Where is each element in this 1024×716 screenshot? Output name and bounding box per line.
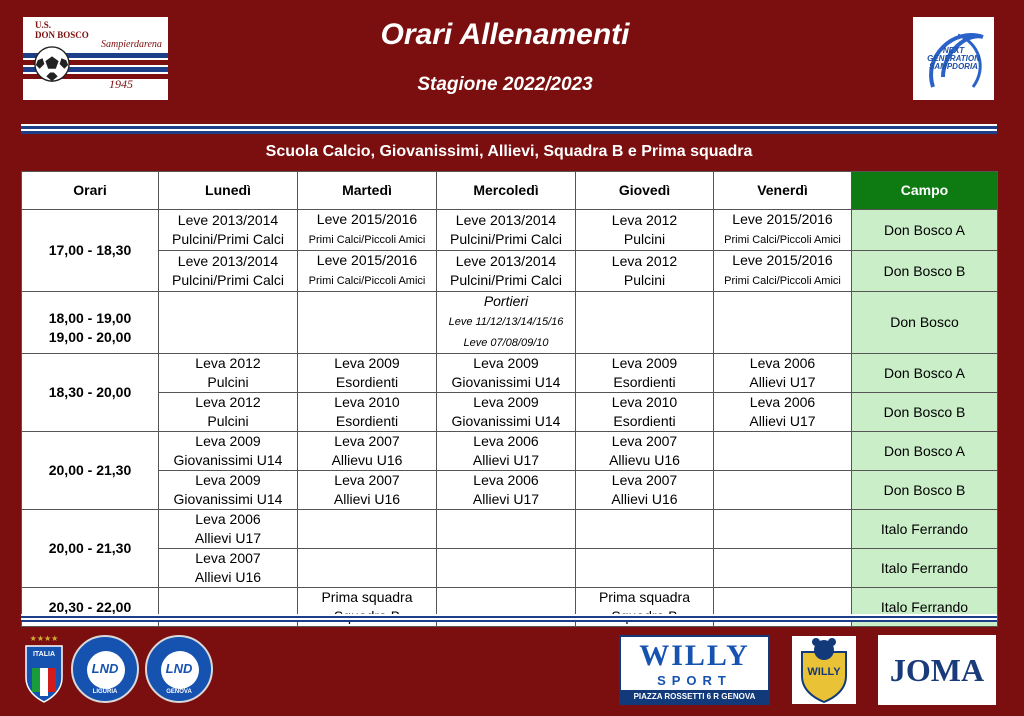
schedule-cell: Leva 2012 Pulcini — [159, 393, 298, 432]
header-venerdi: Venerdì — [714, 172, 852, 210]
campo-cell: Italo Ferrando — [852, 510, 998, 549]
joma-name: JOMA — [889, 652, 985, 688]
club-year: 1945 — [109, 77, 133, 91]
schedule-cell: Leva 2012 Pulcini — [159, 354, 298, 393]
campo-cell: Don Bosco B — [852, 251, 998, 292]
schedule-cell — [714, 510, 852, 549]
willy-sport-label: SPORT — [657, 673, 732, 688]
campo-cell: Don Bosco A — [852, 354, 998, 393]
italia-label: ITALIA — [32, 651, 56, 658]
schedule-cell: Leva 2012 Pulcini — [576, 251, 714, 292]
header-martedi: Martedì — [298, 172, 437, 210]
schedule-table — [21, 171, 998, 627]
lnd-abbr: LND — [91, 661, 119, 676]
willy-club-name: WILLY — [807, 666, 841, 678]
schedule-cell: Leva 2007 Allievu U16 — [298, 432, 437, 471]
table-row — [22, 471, 998, 510]
season-subtitle: Stagione 2022/2023 — [417, 74, 593, 95]
schedule-cell — [714, 292, 852, 354]
header-mercoledi: Mercoledì — [437, 172, 576, 210]
schedule-cell: Prima squadra — [576, 588, 714, 627]
schedule-cell: Leva 2006 Allievi U17 — [714, 393, 852, 432]
table-row — [22, 292, 998, 354]
schedule-cell: Leve 2015/2016 Primi Calci/Piccoli Amici — [298, 251, 437, 292]
schedule-cell: Leva 2006 Allievi U17 — [437, 471, 576, 510]
schedule-cell — [298, 510, 437, 549]
schedule-cell — [298, 292, 437, 354]
partner-name: NEXT GENERATION SAMPDORIA — [927, 46, 980, 71]
schedule-cell: Leva 2009 Esordienti — [298, 354, 437, 393]
time-cell: 18,30 - 20,00 — [22, 354, 159, 432]
italia-badge — [22, 632, 66, 704]
schedule-cell: Leve 2015/2016 Primi Calci/Piccoli Amici — [298, 210, 437, 251]
willy-sport-logo — [619, 635, 770, 705]
schedule-cell: Prima squadra — [298, 588, 437, 627]
schedule-cell: Leva 2012 Pulcini — [576, 210, 714, 251]
table-row — [22, 251, 998, 292]
schedule-cell: Leva 2010 Esordienti — [576, 393, 714, 432]
lnd-liguria-logo — [71, 635, 139, 703]
schedule-cell — [437, 510, 576, 549]
lnd-region: GENOVA — [166, 689, 192, 695]
page-title: Orari Allenamenti — [380, 18, 630, 51]
schedule-cell: Leve 2015/2016 Primi Calci/Piccoli Amici — [714, 210, 852, 251]
lnd-region: LIGURIA — [92, 689, 118, 695]
willy-club-logo — [792, 636, 856, 704]
schedule-cell: Leva 2007 Allievi U16 — [298, 471, 437, 510]
schedule-cell: Leva 2009 Giovanissimi U14 — [159, 432, 298, 471]
header-campo: Campo — [852, 172, 998, 210]
divider-top — [21, 124, 997, 134]
table-row — [22, 549, 998, 588]
schedule-cell: Leve 2013/2014 Pulcini/Primi Calci — [159, 251, 298, 292]
table-row — [22, 510, 998, 549]
joma-logo — [878, 635, 996, 705]
campo-cell: Italo Ferrando — [852, 588, 998, 627]
schedule-cell: Leve 2015/2016 Primi Calci/Piccoli Amici — [714, 251, 852, 292]
table-row — [22, 210, 998, 251]
italia-shield-icon — [22, 632, 66, 704]
schedule-cell — [576, 292, 714, 354]
schedule-cell: Leva 2007 Allievi U16 — [159, 549, 298, 588]
campo-cell: Don Bosco B — [852, 393, 998, 432]
time-cell: 20,00 - 21,30 — [22, 432, 159, 510]
schedule-cell: Portieri Leve 11/12/13/14/15/16 Leve 07/08/09/10 — [437, 292, 576, 354]
schedule-cell — [714, 432, 852, 471]
schedule-cell: Leve 2013/2014 Pulcini/Primi Calci — [159, 210, 298, 251]
willy-name: WILLY — [639, 639, 750, 672]
header-orari: Orari — [22, 172, 159, 210]
table-header-row — [22, 172, 998, 210]
table-row — [22, 393, 998, 432]
header-lunedi: Lunedì — [159, 172, 298, 210]
schedule-cell — [298, 549, 437, 588]
table-row — [22, 354, 998, 393]
lnd-abbr: LND — [165, 661, 193, 676]
schedule-cell — [437, 549, 576, 588]
campo-cell: Don Bosco B — [852, 471, 998, 510]
campo-cell: Italo Ferrando — [852, 549, 998, 588]
campo-cell: Don Bosco — [852, 292, 998, 354]
schedule-cell: Leva 2007 Allievi U16 — [576, 471, 714, 510]
schedule-cell: Leva 2009 Giovanissimi U14 — [437, 354, 576, 393]
campo-cell: Don Bosco A — [852, 210, 998, 251]
time-cell: 17,00 - 18,30 — [22, 210, 159, 292]
time-cell: 18,00 - 19,00 19,00 - 20,00 — [22, 292, 159, 354]
schedule-cell: Leva 2010 Esordienti — [298, 393, 437, 432]
schedule-cell — [576, 549, 714, 588]
schedule-cell — [159, 292, 298, 354]
header-giovedi: Giovedì — [576, 172, 714, 210]
willy-address: PIAZZA ROSSETTI 6 R GENOVA — [621, 690, 768, 703]
time-cell: 20,30 - 22,00 — [22, 588, 159, 627]
club-subtitle: Sampierdarena — [101, 39, 162, 50]
schedule-cell — [714, 549, 852, 588]
schedule-cell: Leva 2006 Allievi U17 — [714, 354, 852, 393]
schedule-cell: Leva 2009 Esordienti — [576, 354, 714, 393]
section-title: Scuola Calcio, Giovanissimi, Allievi, Squadra B e Prima squadra — [265, 143, 753, 160]
schedule-cell — [714, 471, 852, 510]
schedule-cell: Leva 2009 Giovanissimi U14 — [437, 393, 576, 432]
club-name: U.S. DON BOSCO — [35, 20, 89, 40]
schedule-cell: Leva 2006 Allievi U17 — [159, 510, 298, 549]
svg-text:★★★★: ★★★★ — [29, 634, 59, 643]
divider-bottom — [21, 614, 997, 622]
lnd-genova-logo — [145, 635, 213, 703]
schedule-cell — [576, 510, 714, 549]
schedule-cell: Leva 2006 Allievi U17 — [437, 432, 576, 471]
time-cell: 20,00 - 21,30 — [22, 510, 159, 588]
schedule-cell: Leve 2013/2014 Pulcini/Primi Calci — [437, 251, 576, 292]
schedule-cell: Leve 2013/2014 Pulcini/Primi Calci — [437, 210, 576, 251]
table-row — [22, 432, 998, 471]
schedule-cell: Leva 2007 Allievu U16 — [576, 432, 714, 471]
campo-cell: Don Bosco A — [852, 432, 998, 471]
schedule-cell: Leva 2009 Giovanissimi U14 — [159, 471, 298, 510]
